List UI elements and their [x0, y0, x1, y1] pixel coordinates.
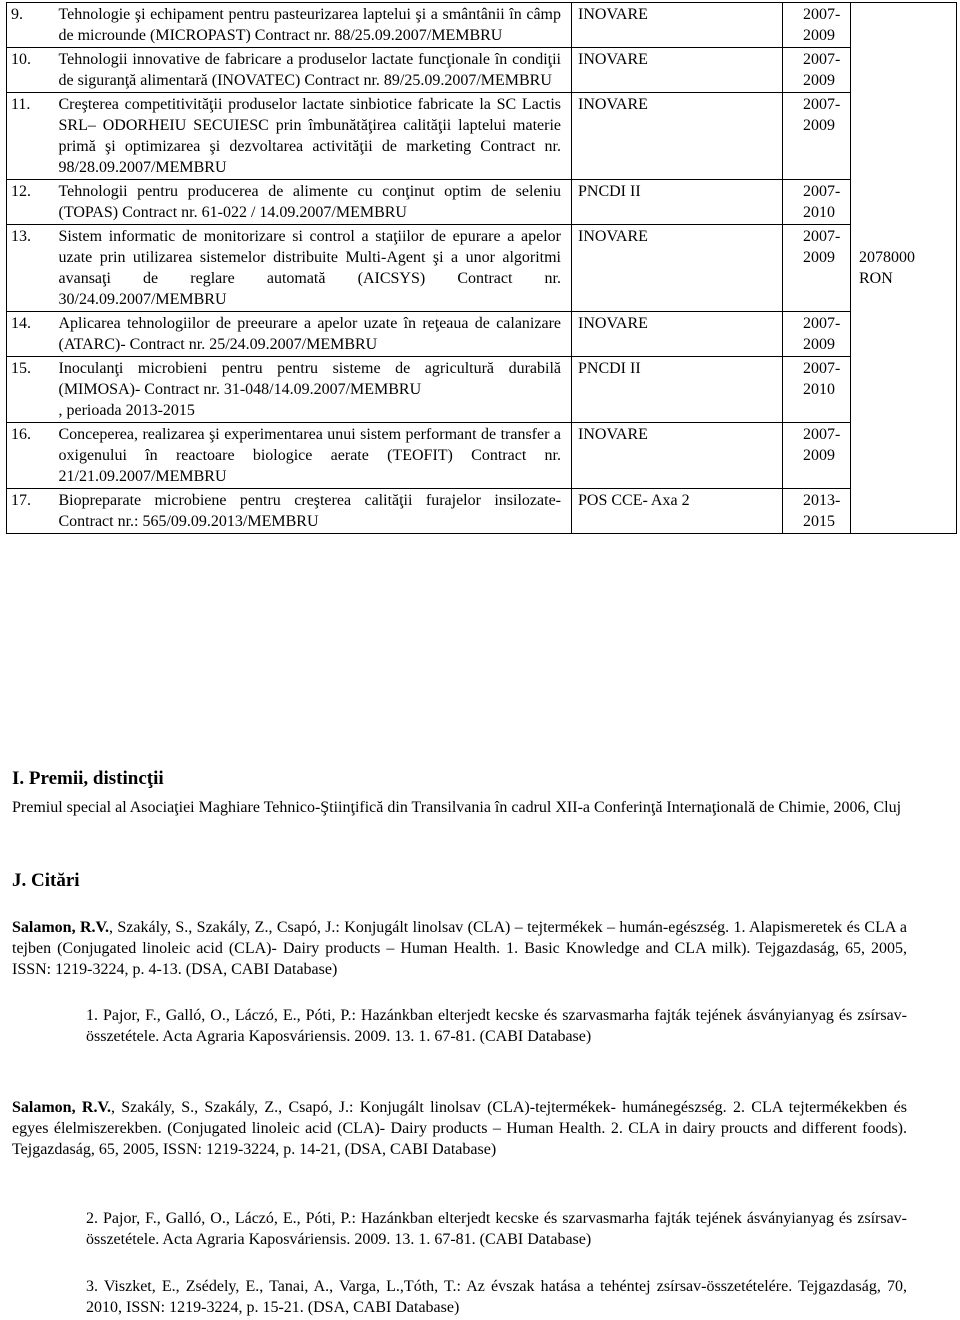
project-number: 15. — [7, 357, 57, 423]
project-period: 2007-2010 — [783, 180, 851, 225]
project-program: INOVARE — [572, 225, 783, 312]
project-number: 9. — [7, 3, 57, 48]
premii-heading: I. Premii, distincţii — [12, 768, 164, 789]
table-row — [7, 3, 957, 48]
table-row — [7, 180, 957, 225]
citation-entry: 2. Pajor, F., Galló, O., Láczó, E., Póti, P.: Hazánkban elterjedt kecske és szarvasmarha fajták tejének ásványianyag és zsírsav-összetétele. Acta Agraria Kaposváriensis. 2009. 13. 1. 67-81. (CABI Database) — [86, 1210, 907, 1248]
table-row — [7, 93, 957, 180]
project-program: INOVARE — [572, 312, 783, 357]
project-title: Sistem informatic de monitorizare si control a staţiilor de epurare a apelor uzate prin utilizarea sistemelor distribuite Multi-Agent şi a unor algoritmi avansaţi de reglare automată (AICSYS) Contract nr. 30/24.09.2007/MEMBRU — [57, 225, 572, 312]
project-program: INOVARE — [572, 48, 783, 93]
project-title: Conceperea, realizarea şi experimentarea unui sistem performant de transfer a oxigenului în reactoare biologice aerate (TEOFIT) Contract nr. 21/21.09.2007/MEMBRU — [57, 423, 572, 489]
citation-authors: Salamon, R.V. — [12, 919, 110, 936]
table-row — [7, 489, 957, 534]
project-program: PNCDI II — [572, 357, 783, 423]
table-row — [7, 312, 957, 357]
project-number: 10. — [7, 48, 57, 93]
table-row — [7, 423, 957, 489]
project-period: 2013-2015 — [783, 489, 851, 534]
project-period: 2007-2009 — [783, 93, 851, 180]
citation-authors: Salamon, R.V. — [12, 1099, 111, 1116]
citation-entry — [12, 917, 907, 980]
project-number: 17. — [7, 489, 57, 534]
project-period: 2007-2010 — [783, 357, 851, 423]
projects-table — [6, 2, 957, 534]
table-row — [7, 48, 957, 93]
project-title: Creşterea competitivităţii produselor lactate sinbiotice fabricate la SC Lactis SRL– ODORHEIU SECUIESC prin îmbunătăţirea calităţii laptelui materie primă şi optimizarea şi dezvoltarea activităţii de marketing Contract nr. 98/28.09.2007/MEMBRU — [57, 93, 572, 180]
citation-text: , Szakály, S., Szakály, Z., Csapó, J.: Konjugált linolsav (CLA)-tejtermékek- humánegészség. 2. CLA tejtermékekben és egyes élelmiszerekben. (Conjugated linoleic acid (CLA)- Dairy products – Human Health. 2. CLA in dairy proucts and different foods). Tejgazdaság, 65, 2005, ISSN: 1219-3224, p. 14-21, (DSA, CABI Database) — [12, 1099, 908, 1158]
citation-entry — [12, 1097, 907, 1160]
project-number: 11. — [7, 93, 57, 180]
project-period: 2007-2009 — [783, 3, 851, 48]
project-program: PNCDI II — [572, 180, 783, 225]
project-title — [57, 357, 572, 423]
project-title: Tehnologii pentru producerea de alimente cu conţinut optim de seleniu (TOPAS) Contract nr. 61-022 / 14.09.2007/MEMBRU — [57, 180, 572, 225]
citation-text: , Szakály, S., Szakály, Z., Csapó, J.: Konjugált linolsav (CLA) – tejtermékek – humán-egészség. 1. Alapismeretek és CLA a tejben (Conjugated linoleic acid (CLA)- Dairy products – Human Health. 1. Basic Knowledge and CLA milk). Tejgazdaság, 65, 2005, ISSN: 1219-3224, p. 4-13. (DSA, CABI Database) — [12, 919, 907, 978]
citation-entry: 3. Viszket, E., Zsédely, E., Tanai, A., Varga, L.,Tóth, T.: Az évszak hatása a tehéntej zsírsav-összetételére. Tejgazdaság, 70, 2010, ISSN: 1219-3224, p. 15-21. (DSA, CABI Database) — [86, 1278, 907, 1316]
project-number: 13. — [7, 225, 57, 312]
project-program: INOVARE — [572, 3, 783, 48]
project-title: Aplicarea tehnologiilor de preeurare a apelor uzate în reţeaua de calanizare (ATARC)- Contract nr. 25/24.09.2007/MEMBRU — [57, 312, 572, 357]
citari-heading: J. Citări — [12, 870, 80, 891]
project-program: INOVARE — [572, 423, 783, 489]
project-number: 14. — [7, 312, 57, 357]
project-title-text: Inoculanţi microbieni pentru pentru sisteme de agricultură durabilă (MIMOSA)- Contract nr. 31-048/14.09.2007/MEMBRU — [58, 360, 561, 398]
project-program: POS CCE- Axa 2 — [572, 489, 783, 534]
project-program: INOVARE — [572, 93, 783, 180]
citation-entry: 1. Pajor, F., Galló, O., Láczó, E., Póti, P.: Hazánkban elterjedt kecske és szarvasmarha fajták tejének ásványianyag és zsírsav-összetétele. Acta Agraria Kaposváriensis. 2009. 13. 1. 67-81. (CABI Database) — [86, 1007, 907, 1045]
project-title: Tehnologie şi echipament pentru pasteurizarea laptelui şi a smântânii în câmp de microunde (MICROPAST) Contract nr. 88/25.09.2007/MEMBRU — [57, 3, 572, 48]
table-row — [7, 357, 957, 423]
project-period: 2007-2009 — [783, 48, 851, 93]
project-amount: 2078000 RON — [851, 3, 957, 534]
project-period: 2007-2009 — [783, 225, 851, 312]
project-number: 12. — [7, 180, 57, 225]
project-number: 16. — [7, 423, 57, 489]
project-period: 2007-2009 — [783, 312, 851, 357]
premii-text: Premiul special al Asociaţiei Maghiare Tehnico-Ştiinţifică din Transilvania în cadrul XII-a Conferinţă Internaţională de Chimie, 2006, Cluj — [12, 799, 902, 816]
table-row — [7, 225, 957, 312]
project-period: 2007-2009 — [783, 423, 851, 489]
project-title: Tehnologii innovative de fabricare a produselor lactate funcţionale în condiţii de siguranţă alimentară (INOVATEC) Contract nr. 89/25.09.2007/MEMBRU — [57, 48, 572, 93]
project-title-extra: , perioada 2013-2015 — [58, 402, 195, 419]
project-title: Biopreparate microbiene pentru creşterea calităţii furajelor insilozate- Contract nr.: 565/09.09.2013/MEMBRU — [57, 489, 572, 534]
